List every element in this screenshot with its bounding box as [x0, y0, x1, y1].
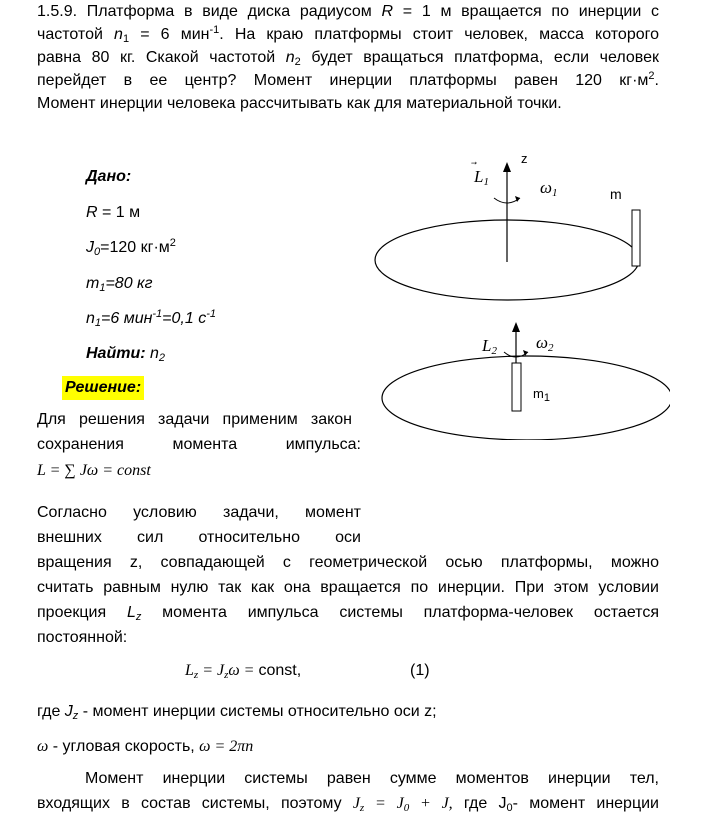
problem-line-3: равна 80 кг. Скакой частотой $n_2$ будет вращаться платформа, если человек: [37, 49, 660, 68]
solution-p2-line3: вращения z, совпадающей с геометрической осью платформы, можно: [37, 554, 659, 571]
solution-p1-line1: Для решения задачи применим закон: [37, 411, 352, 428]
solution-p2-line4: считать равным нулю так как она вращается по инерции. При этом условии: [37, 579, 659, 596]
solution-p3-line1: Момент инерции системы равен сумме моментов инерции тел,: [85, 770, 659, 787]
L2-label: $L_2$: [482, 336, 497, 357]
solution-p2-line1: Согласно условию задачи, момент: [37, 504, 361, 521]
omega1-label: $\omega_1$: [540, 178, 558, 199]
given-J0: $J_0=120$ $кг\cdot м^2$: [86, 237, 176, 258]
person-on-edge: [632, 210, 640, 266]
omega-definition: ω - угловая скорость, ω = 2πn: [37, 738, 254, 755]
given-title: Дано:: [86, 168, 132, 185]
solution-p3-line2: входящих в состав системы, поэтому $J_z = J_0 + J$, где $J_0-$ момент инерции: [37, 795, 659, 814]
equation-1: $L_z = J_z\omega$ = const,: [185, 662, 302, 681]
L1-label: $L_1$: [474, 167, 489, 188]
problem-line-1: 1.5.9. Платформа в виде диска радиусом R = 1 м вращается по инерции с: [37, 3, 660, 20]
given-find: Найти: $n_2$: [86, 345, 166, 364]
solution-p2-line2: внешних сил относительно оси: [37, 529, 361, 546]
person-at-center: [512, 363, 521, 411]
problem-line-2: частотой $n_1 = 6$ мин$^{-1}$. На краю платформы стоит человек, масса которого: [37, 24, 659, 45]
axis-arrow-bottom: [512, 322, 520, 332]
solution-title: Решение:: [62, 376, 144, 400]
given-n1: $n_1=6$ мин$^{-1}$=0,1 $с^{-1}$: [86, 308, 216, 329]
given-R: R = 1 м: [86, 204, 141, 221]
axis-z-label: z: [521, 151, 528, 166]
platform-disc-bottom: [382, 356, 670, 440]
equation-1-number: (1): [410, 662, 430, 679]
given-m1: $m_1=80$ кг: [86, 275, 153, 294]
platform-figure: [370, 140, 670, 440]
formula-angular-momentum: L = ∑ Jω = const: [37, 462, 151, 479]
m1-label: $m_1$: [533, 386, 550, 404]
where-Jz: где $J_z$ - момент инерции системы относительно оси z;: [37, 703, 437, 722]
problem-line-5: Момент инерции человека рассчитывать как для материальной точки.: [37, 95, 562, 112]
solution-p1-line2: сохранения момента импульса:: [37, 436, 361, 453]
m-label: m: [610, 186, 622, 202]
solution-p2-line6: постоянной:: [37, 629, 128, 646]
problem-number: 1.5.9.: [37, 3, 78, 20]
omega2-label: $\omega_2$: [536, 333, 554, 354]
problem-line-4: перейдет в ее центр? Момент инерции платформы равен 120 $кг\cdot м^2$.: [37, 70, 659, 89]
solution-p2-line5: проекция $L_z$ момента импульса системы платформа-человек остается: [37, 604, 659, 623]
axis-arrow-top: [503, 162, 511, 172]
